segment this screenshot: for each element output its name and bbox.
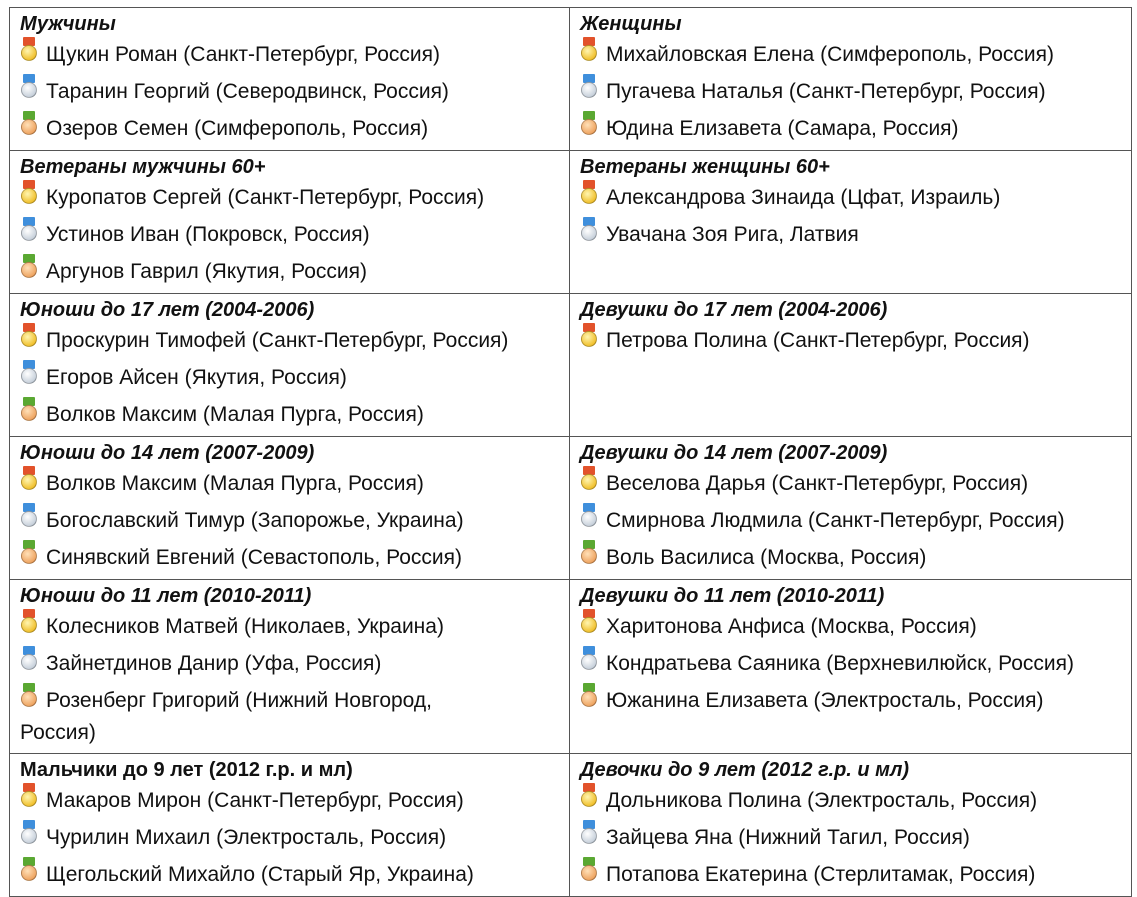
winner-entry xyxy=(20,782,563,819)
men-category-cell xyxy=(10,8,570,151)
category-row xyxy=(10,8,1132,151)
winner-entry xyxy=(20,819,563,856)
silver-medal-icon xyxy=(20,360,38,390)
gold-medal-icon xyxy=(580,783,598,813)
winner-name: Волков Максим (Малая Пурга, Россия) xyxy=(46,472,424,495)
winner-entry xyxy=(580,539,1125,576)
winner-entry xyxy=(580,110,1125,147)
winner-name: Харитонова Анфиса (Москва, Россия) xyxy=(606,615,977,638)
women-category-cell xyxy=(570,754,1132,897)
category-title: Ветераны женщины 60+ xyxy=(580,156,830,178)
men-category-cell xyxy=(10,580,570,754)
winner-entry xyxy=(580,782,1125,819)
gold-medal-icon xyxy=(20,783,38,813)
category-title: Юноши до 17 лет (2004-2006) xyxy=(20,299,315,321)
category-title: Девочки до 9 лет (2012 г.р. и мл) xyxy=(580,759,910,781)
category-row xyxy=(10,437,1132,580)
winner-name: Озеров Семен (Симферополь, Россия) xyxy=(46,117,429,140)
winner-name: Богославский Тимур (Запорожье, Украина) xyxy=(46,509,464,532)
results-table xyxy=(9,7,1132,897)
gold-medal-icon xyxy=(580,466,598,496)
category-title: Юноши до 11 лет (2010-2011) xyxy=(20,585,312,607)
category-title: Юноши до 14 лет (2007-2009) xyxy=(20,442,315,464)
gold-medal-icon xyxy=(20,323,38,353)
category-title: Женщины xyxy=(580,13,682,35)
winner-name: Колесников Матвей (Николаев, Украина) xyxy=(46,615,444,638)
winner-name: Куропатов Сергей (Санкт-Петербург, Россия) xyxy=(46,186,485,209)
winner-entry xyxy=(580,608,1125,645)
bronze-medal-icon xyxy=(580,857,598,887)
silver-medal-icon xyxy=(580,503,598,533)
winner-entry xyxy=(580,856,1125,893)
winner-entry xyxy=(580,216,1125,253)
gold-medal-icon xyxy=(20,466,38,496)
winner-name: Пугачева Наталья (Санкт-Петербург, Россия) xyxy=(606,80,1046,103)
category-title: Мужчины xyxy=(20,13,116,35)
winner-entry xyxy=(20,73,563,110)
winner-name: Щукин Роман (Санкт-Петербург, Россия) xyxy=(46,43,440,66)
silver-medal-icon xyxy=(20,820,38,850)
gold-medal-icon xyxy=(20,37,38,67)
winner-entry xyxy=(20,608,563,645)
winner-name: Воль Василиса (Москва, Россия) xyxy=(606,546,927,569)
winner-entry xyxy=(20,253,563,290)
bronze-medal-icon xyxy=(20,540,38,570)
bronze-medal-icon xyxy=(580,111,598,141)
winner-entry xyxy=(580,645,1125,682)
winner-entry xyxy=(20,539,563,576)
winner-name: Веселова Дарья (Санкт-Петербург, Россия) xyxy=(606,472,1029,495)
category-row xyxy=(10,294,1132,437)
winner-name: Проскурин Тимофей (Санкт-Петербург, Россия) xyxy=(46,329,509,352)
category-title: Ветераны мужчины 60+ xyxy=(20,156,266,178)
silver-medal-icon xyxy=(20,646,38,676)
gold-medal-icon xyxy=(580,323,598,353)
winner-entry xyxy=(580,465,1125,502)
winner-entry xyxy=(20,322,563,359)
winner-name: Аргунов Гаврил (Якутия, Россия) xyxy=(46,260,367,283)
winner-name: Макаров Мирон (Санкт-Петербург, Россия) xyxy=(46,789,464,812)
category-title: Девушки до 17 лет (2004-2006) xyxy=(580,299,888,321)
winner-name: Розенберг Григорий (Нижний Новгород, xyxy=(46,689,432,712)
women-category-cell xyxy=(570,437,1132,580)
winner-name-continuation: Россия) xyxy=(20,721,96,744)
women-category-cell xyxy=(570,8,1132,151)
silver-medal-icon xyxy=(580,217,598,247)
bronze-medal-icon xyxy=(20,683,38,713)
winner-name: Михайловская Елена (Симферополь, Россия) xyxy=(606,43,1055,66)
silver-medal-icon xyxy=(20,217,38,247)
winner-name: Устинов Иван (Покровск, Россия) xyxy=(46,223,370,246)
winner-name: Таранин Георгий (Северодвинск, Россия) xyxy=(46,80,449,103)
gold-medal-icon xyxy=(580,609,598,639)
winner-name: Егоров Айсен (Якутия, Россия) xyxy=(46,366,347,389)
winner-name: Щегольский Михайло (Старый Яр, Украина) xyxy=(46,863,474,886)
winner-name: Волков Максим (Малая Пурга, Россия) xyxy=(46,403,424,426)
silver-medal-icon xyxy=(580,74,598,104)
winner-entry xyxy=(20,682,563,719)
winner-name: Зайцева Яна (Нижний Тагил, Россия) xyxy=(606,826,970,849)
winner-name: Смирнова Людмила (Санкт-Петербург, Россия) xyxy=(606,509,1065,532)
bronze-medal-icon xyxy=(580,540,598,570)
gold-medal-icon xyxy=(580,180,598,210)
winner-entry xyxy=(20,359,563,396)
silver-medal-icon xyxy=(20,503,38,533)
winner-name: Зайнетдинов Данир (Уфа, Россия) xyxy=(46,652,382,675)
silver-medal-icon xyxy=(580,820,598,850)
winner-entry xyxy=(20,36,563,73)
winner-entry xyxy=(580,819,1125,856)
women-category-cell xyxy=(570,580,1132,754)
winner-entry xyxy=(20,465,563,502)
men-category-cell xyxy=(10,294,570,437)
men-category-cell xyxy=(10,754,570,897)
winner-name: Петрова Полина (Санкт-Петербург, Россия) xyxy=(606,329,1030,352)
category-title: Девушки до 14 лет (2007-2009) xyxy=(580,442,888,464)
winner-entry xyxy=(20,179,563,216)
winner-name: Александрова Зинаида (Цфат, Израиль) xyxy=(606,186,1001,209)
bronze-medal-icon xyxy=(20,111,38,141)
category-title: Девушки до 11 лет (2010-2011) xyxy=(580,585,885,607)
winner-entry xyxy=(20,216,563,253)
winner-name: Кондратьева Саяника (Верхневилюйск, Россия) xyxy=(606,652,1075,675)
bronze-medal-icon xyxy=(20,857,38,887)
men-category-cell xyxy=(10,437,570,580)
silver-medal-icon xyxy=(580,646,598,676)
winner-entry xyxy=(580,682,1125,719)
winner-entry xyxy=(580,36,1125,73)
women-category-cell xyxy=(570,294,1132,437)
winner-entry xyxy=(580,502,1125,539)
women-category-cell xyxy=(570,151,1132,294)
bronze-medal-icon xyxy=(20,254,38,284)
gold-medal-icon xyxy=(20,180,38,210)
silver-medal-icon xyxy=(20,74,38,104)
men-category-cell xyxy=(10,151,570,294)
winner-entry xyxy=(20,396,563,433)
winner-entry xyxy=(20,110,563,147)
winner-name: Дольникова Полина (Электросталь, Россия) xyxy=(606,789,1038,812)
gold-medal-icon xyxy=(580,37,598,67)
winner-name: Синявский Евгений (Севастополь, Россия) xyxy=(46,546,463,569)
winner-name: Потапова Екатерина (Стерлитамак, Россия) xyxy=(606,863,1036,886)
winner-entry xyxy=(580,322,1125,359)
winner-name: Чурилин Михаил (Электросталь, Россия) xyxy=(46,826,447,849)
category-row xyxy=(10,580,1132,754)
winner-entry xyxy=(580,73,1125,110)
winner-entry xyxy=(20,645,563,682)
category-row xyxy=(10,754,1132,897)
winner-name: Юдина Елизавета (Самара, Россия) xyxy=(606,117,959,140)
results-table-body xyxy=(10,8,1132,897)
category-title: Мальчики до 9 лет (2012 г.р. и мл) xyxy=(20,759,353,781)
winner-name: Увачана Зоя Рига, Латвия xyxy=(606,223,859,246)
winner-name: Южанина Елизавета (Электросталь, Россия) xyxy=(606,689,1044,712)
winner-entry xyxy=(20,502,563,539)
winner-entry xyxy=(580,179,1125,216)
bronze-medal-icon xyxy=(20,397,38,427)
gold-medal-icon xyxy=(20,609,38,639)
category-row xyxy=(10,151,1132,294)
bronze-medal-icon xyxy=(580,683,598,713)
winner-entry xyxy=(20,856,563,893)
